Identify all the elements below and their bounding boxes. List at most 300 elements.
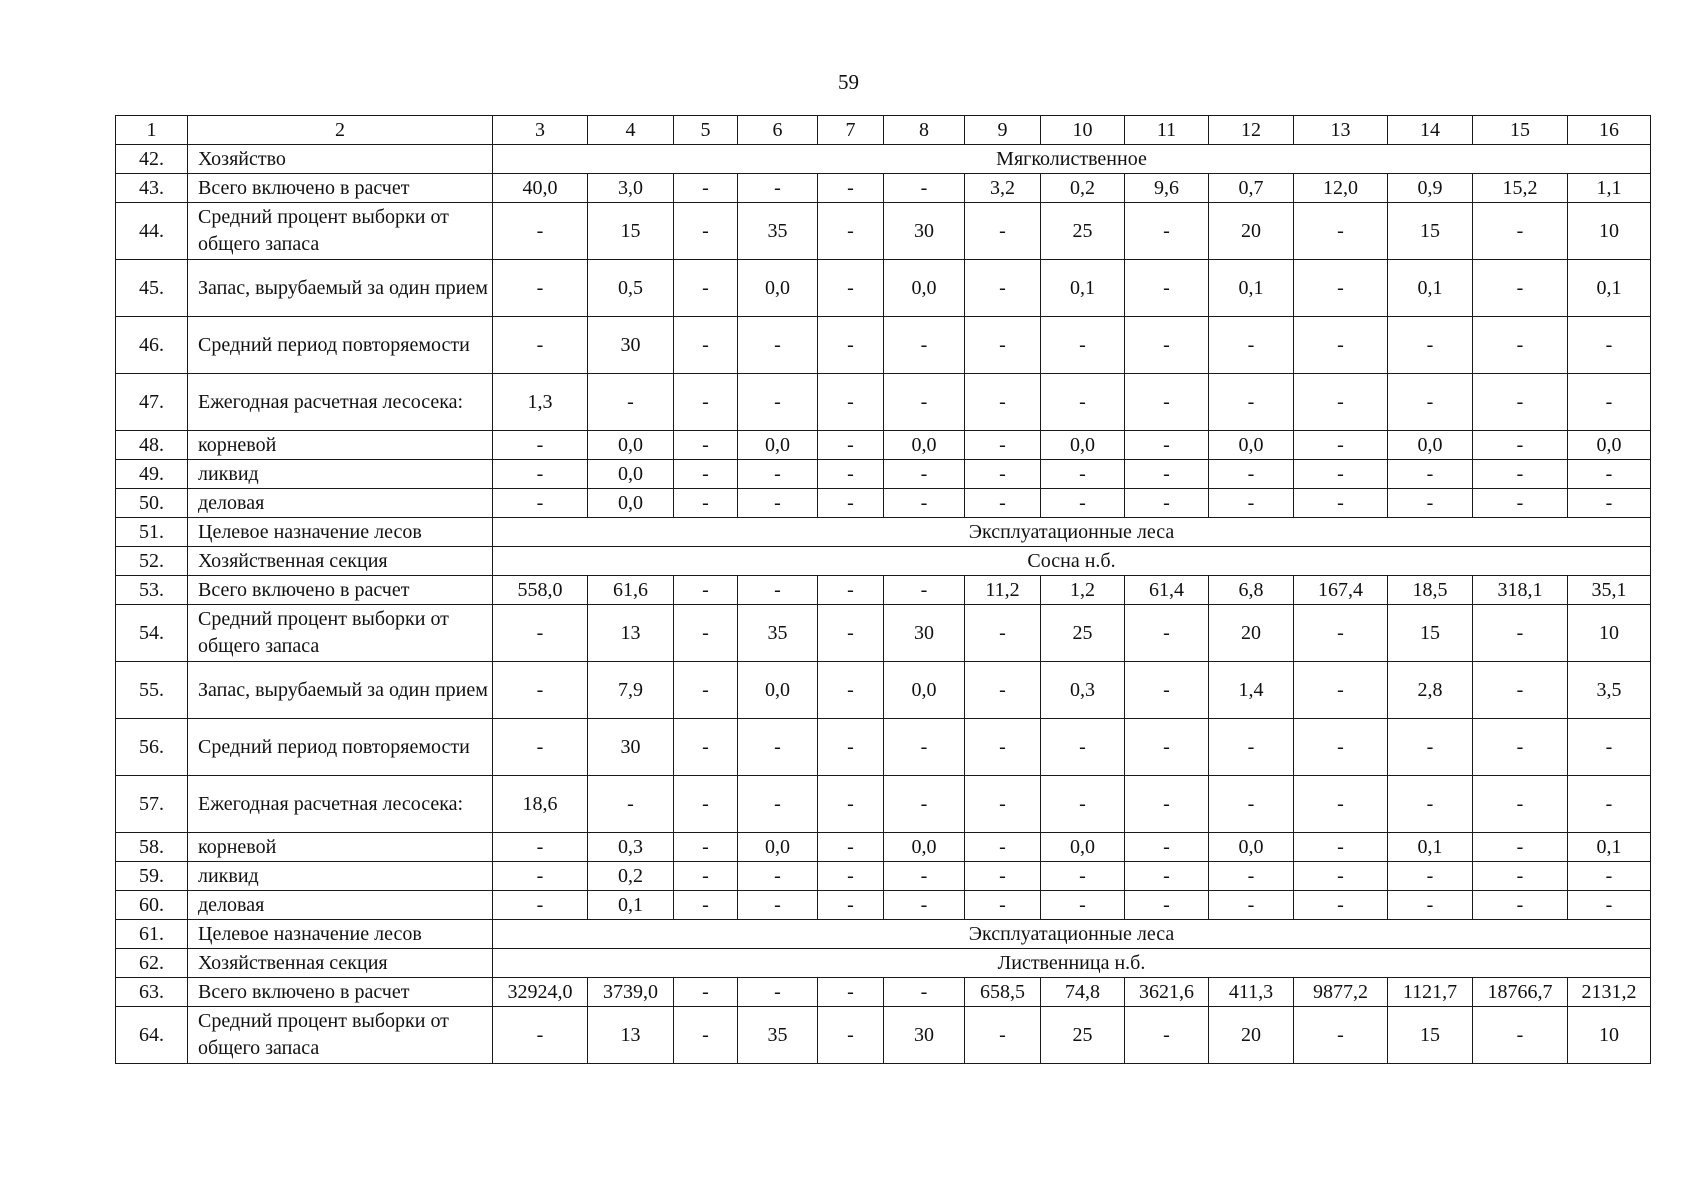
row-label-cell: Средний процент выборки от общего запаса <box>188 605 493 662</box>
value-cell: 0,9 <box>1388 174 1473 203</box>
row-label-cell: Запас, вырубаемый за один прием <box>188 662 493 719</box>
value-cell: - <box>1209 489 1294 518</box>
row-label-cell: Всего включено в расчет <box>188 174 493 203</box>
column-number-cell: 3 <box>493 116 588 145</box>
value-cell: - <box>1125 719 1209 776</box>
value-cell: - <box>818 576 884 605</box>
value-cell: 1,1 <box>1568 174 1651 203</box>
value-cell: - <box>588 776 674 833</box>
value-cell: - <box>738 719 818 776</box>
value-cell: - <box>818 833 884 862</box>
value-cell: - <box>818 978 884 1007</box>
value-cell: - <box>674 489 738 518</box>
row-label-cell: Хозяйственная секция <box>188 949 493 978</box>
value-cell: 0,1 <box>1041 260 1125 317</box>
value-cell: - <box>818 489 884 518</box>
value-cell: - <box>1473 1007 1568 1064</box>
table-row <box>116 260 1651 317</box>
value-cell: 20 <box>1209 203 1294 260</box>
value-cell: 3739,0 <box>588 978 674 1007</box>
value-cell: - <box>493 662 588 719</box>
column-number-cell: 9 <box>965 116 1041 145</box>
row-number-cell: 63. <box>116 978 188 1007</box>
value-cell: 13 <box>588 1007 674 1064</box>
value-cell: 3,5 <box>1568 662 1651 719</box>
value-cell: - <box>1294 833 1388 862</box>
table-row <box>116 833 1651 862</box>
value-cell: - <box>1294 317 1388 374</box>
value-cell: - <box>1473 776 1568 833</box>
value-cell: - <box>1294 203 1388 260</box>
value-cell: - <box>738 489 818 518</box>
value-cell: 61,4 <box>1125 576 1209 605</box>
value-cell: - <box>493 489 588 518</box>
value-cell: 0,1 <box>588 891 674 920</box>
value-cell: - <box>818 1007 884 1064</box>
row-label-cell: Средний процент выборки от общего запаса <box>188 203 493 260</box>
value-cell: 15 <box>1388 1007 1473 1064</box>
column-number-cell: 5 <box>674 116 738 145</box>
value-cell: 0,0 <box>1568 431 1651 460</box>
value-cell: - <box>674 203 738 260</box>
row-label-cell: Хозяйство <box>188 145 493 174</box>
value-cell: 0,0 <box>884 662 965 719</box>
value-cell: - <box>738 776 818 833</box>
table-row <box>116 662 1651 719</box>
value-cell: - <box>674 260 738 317</box>
value-cell: - <box>1473 317 1568 374</box>
value-cell: - <box>1125 260 1209 317</box>
table-row <box>116 949 1651 978</box>
value-cell: - <box>1294 260 1388 317</box>
table-row <box>116 776 1651 833</box>
table-row <box>116 891 1651 920</box>
row-number-cell: 54. <box>116 605 188 662</box>
value-cell: - <box>1294 891 1388 920</box>
value-cell: - <box>1473 203 1568 260</box>
value-cell: - <box>674 891 738 920</box>
section-heading-cell: Мягколиственное <box>493 145 1651 174</box>
value-cell: - <box>738 374 818 431</box>
table-row <box>116 374 1651 431</box>
row-label-cell: корневой <box>188 833 493 862</box>
value-cell: 0,2 <box>1041 174 1125 203</box>
row-number-cell: 57. <box>116 776 188 833</box>
row-number-cell: 52. <box>116 547 188 576</box>
value-cell: 0,0 <box>1041 833 1125 862</box>
value-cell: - <box>818 776 884 833</box>
value-cell: 0,0 <box>588 489 674 518</box>
value-cell: - <box>1125 374 1209 431</box>
value-cell: - <box>674 719 738 776</box>
value-cell: - <box>1125 776 1209 833</box>
row-label-cell: Средний период повторяемости <box>188 719 493 776</box>
value-cell: - <box>1209 776 1294 833</box>
value-cell: 13 <box>588 605 674 662</box>
row-label-cell: Целевое назначение лесов <box>188 920 493 949</box>
value-cell: 15 <box>588 203 674 260</box>
value-cell: - <box>1125 662 1209 719</box>
value-cell: - <box>1388 891 1473 920</box>
value-cell: - <box>674 862 738 891</box>
row-label-cell: Средний процент выборки от общего запаса <box>188 1007 493 1064</box>
value-cell: - <box>884 719 965 776</box>
value-cell: - <box>1473 460 1568 489</box>
value-cell: 411,3 <box>1209 978 1294 1007</box>
value-cell: 0,0 <box>1041 431 1125 460</box>
value-cell: 30 <box>884 605 965 662</box>
value-cell: - <box>1041 719 1125 776</box>
section-heading-cell: Сосна н.б. <box>493 547 1651 576</box>
value-cell: 0,1 <box>1568 260 1651 317</box>
value-cell: - <box>493 862 588 891</box>
value-cell: - <box>1041 489 1125 518</box>
section-heading-cell: Эксплуатационные леса <box>493 920 1651 949</box>
value-cell: - <box>818 203 884 260</box>
value-cell: - <box>674 317 738 374</box>
value-cell: 0,1 <box>1209 260 1294 317</box>
row-number-cell: 44. <box>116 203 188 260</box>
value-cell: - <box>965 317 1041 374</box>
value-cell: - <box>1125 489 1209 518</box>
table-body <box>116 116 1651 1064</box>
column-number-cell: 1 <box>116 116 188 145</box>
value-cell: - <box>738 460 818 489</box>
value-cell: - <box>1294 460 1388 489</box>
value-cell: - <box>1041 317 1125 374</box>
row-number-cell: 43. <box>116 174 188 203</box>
value-cell: 30 <box>588 317 674 374</box>
value-cell: - <box>1294 1007 1388 1064</box>
value-cell: - <box>965 203 1041 260</box>
value-cell: - <box>1125 431 1209 460</box>
value-cell: 0,0 <box>588 460 674 489</box>
row-label-cell: ликвид <box>188 460 493 489</box>
value-cell: - <box>884 776 965 833</box>
value-cell: - <box>1568 317 1651 374</box>
value-cell: - <box>1125 317 1209 374</box>
row-number-cell: 61. <box>116 920 188 949</box>
value-cell: 0,7 <box>1209 174 1294 203</box>
value-cell: - <box>1388 776 1473 833</box>
value-cell: - <box>1388 719 1473 776</box>
value-cell: - <box>1568 460 1651 489</box>
value-cell: 0,0 <box>884 260 965 317</box>
table-row <box>116 920 1651 949</box>
table-row <box>116 719 1651 776</box>
row-label-cell: Средний период повторяемости <box>188 317 493 374</box>
value-cell: - <box>738 978 818 1007</box>
row-number-cell: 48. <box>116 431 188 460</box>
value-cell: - <box>1125 862 1209 891</box>
value-cell: - <box>1209 374 1294 431</box>
value-cell: - <box>1125 203 1209 260</box>
value-cell: - <box>1568 719 1651 776</box>
value-cell: 2131,2 <box>1568 978 1651 1007</box>
value-cell: - <box>884 576 965 605</box>
value-cell: 12,0 <box>1294 174 1388 203</box>
value-cell: - <box>674 374 738 431</box>
row-number-cell: 42. <box>116 145 188 174</box>
row-number-cell: 45. <box>116 260 188 317</box>
value-cell: - <box>884 489 965 518</box>
value-cell: - <box>965 260 1041 317</box>
row-number-cell: 58. <box>116 833 188 862</box>
value-cell: - <box>493 605 588 662</box>
value-cell: - <box>493 203 588 260</box>
value-cell: - <box>493 431 588 460</box>
column-number-cell: 2 <box>188 116 493 145</box>
table-row <box>116 547 1651 576</box>
table-row <box>116 1007 1651 1064</box>
value-cell: - <box>738 317 818 374</box>
value-cell: 0,3 <box>1041 662 1125 719</box>
value-cell: - <box>1388 489 1473 518</box>
value-cell: - <box>1473 833 1568 862</box>
value-cell: - <box>965 862 1041 891</box>
value-cell: - <box>1041 862 1125 891</box>
value-cell: - <box>965 489 1041 518</box>
row-number-cell: 56. <box>116 719 188 776</box>
value-cell: - <box>1209 317 1294 374</box>
value-cell: - <box>493 719 588 776</box>
row-label-cell: деловая <box>188 489 493 518</box>
value-cell: 0,0 <box>588 431 674 460</box>
value-cell: 10 <box>1568 605 1651 662</box>
value-cell: - <box>1568 489 1651 518</box>
value-cell: - <box>1294 776 1388 833</box>
value-cell: - <box>588 374 674 431</box>
value-cell: - <box>1125 833 1209 862</box>
value-cell: 15 <box>1388 203 1473 260</box>
value-cell: - <box>1041 460 1125 489</box>
value-cell: - <box>965 662 1041 719</box>
column-number-cell: 11 <box>1125 116 1209 145</box>
value-cell: - <box>965 891 1041 920</box>
row-label-cell: деловая <box>188 891 493 920</box>
value-cell: 35 <box>738 605 818 662</box>
value-cell: 30 <box>884 203 965 260</box>
value-cell: - <box>493 260 588 317</box>
value-cell: 0,0 <box>738 833 818 862</box>
value-cell: - <box>738 174 818 203</box>
value-cell: - <box>965 776 1041 833</box>
column-number-cell: 6 <box>738 116 818 145</box>
value-cell: - <box>818 891 884 920</box>
column-number-row <box>116 116 1651 145</box>
value-cell: 2,8 <box>1388 662 1473 719</box>
value-cell: 167,4 <box>1294 576 1388 605</box>
value-cell: - <box>674 576 738 605</box>
value-cell: 0,5 <box>588 260 674 317</box>
value-cell: - <box>1473 605 1568 662</box>
value-cell: 558,0 <box>493 576 588 605</box>
column-number-cell: 13 <box>1294 116 1388 145</box>
value-cell: 0,1 <box>1388 260 1473 317</box>
table-row <box>116 431 1651 460</box>
value-cell: - <box>674 1007 738 1064</box>
row-number-cell: 47. <box>116 374 188 431</box>
value-cell: - <box>965 719 1041 776</box>
row-number-cell: 62. <box>116 949 188 978</box>
value-cell: - <box>818 260 884 317</box>
value-cell: 0,0 <box>1209 833 1294 862</box>
value-cell: 1,4 <box>1209 662 1294 719</box>
value-cell: - <box>965 460 1041 489</box>
section-heading-cell: Эксплуатационные леса <box>493 518 1651 547</box>
value-cell: 20 <box>1209 1007 1294 1064</box>
value-cell: - <box>493 891 588 920</box>
value-cell: - <box>674 833 738 862</box>
value-cell: 1121,7 <box>1388 978 1473 1007</box>
value-cell: 18,6 <box>493 776 588 833</box>
value-cell: 0,0 <box>884 833 965 862</box>
value-cell: - <box>1473 374 1568 431</box>
value-cell: - <box>884 174 965 203</box>
value-cell: - <box>1294 605 1388 662</box>
row-number-cell: 53. <box>116 576 188 605</box>
value-cell: - <box>674 605 738 662</box>
value-cell: - <box>674 174 738 203</box>
value-cell: - <box>818 719 884 776</box>
value-cell: - <box>965 833 1041 862</box>
column-number-cell: 12 <box>1209 116 1294 145</box>
column-number-cell: 7 <box>818 116 884 145</box>
value-cell: - <box>1041 891 1125 920</box>
table-row <box>116 174 1651 203</box>
table-row <box>116 518 1651 547</box>
value-cell: 3621,6 <box>1125 978 1209 1007</box>
value-cell: - <box>1209 460 1294 489</box>
value-cell: - <box>674 776 738 833</box>
value-cell: - <box>1473 862 1568 891</box>
value-cell: - <box>1388 460 1473 489</box>
row-label-cell: корневой <box>188 431 493 460</box>
value-cell: - <box>818 662 884 719</box>
value-cell: - <box>738 891 818 920</box>
value-cell: - <box>884 317 965 374</box>
value-cell: - <box>1294 719 1388 776</box>
value-cell: 6,8 <box>1209 576 1294 605</box>
value-cell: - <box>674 431 738 460</box>
value-cell: 0,2 <box>588 862 674 891</box>
value-cell: 1,2 <box>1041 576 1125 605</box>
row-label-cell: Хозяйственная секция <box>188 547 493 576</box>
value-cell: 0,1 <box>1388 833 1473 862</box>
value-cell: - <box>1209 891 1294 920</box>
section-heading-cell: Лиственница н.б. <box>493 949 1651 978</box>
value-cell: - <box>818 460 884 489</box>
column-number-cell: 16 <box>1568 116 1651 145</box>
value-cell: - <box>1388 317 1473 374</box>
value-cell: - <box>1388 374 1473 431</box>
table-row <box>116 489 1651 518</box>
value-cell: - <box>1568 862 1651 891</box>
value-cell: 35 <box>738 1007 818 1064</box>
value-cell: - <box>1388 862 1473 891</box>
forest-table <box>115 115 1651 1064</box>
row-label-cell: ликвид <box>188 862 493 891</box>
value-cell: - <box>493 317 588 374</box>
value-cell: - <box>1125 891 1209 920</box>
value-cell: 25 <box>1041 203 1125 260</box>
value-cell: - <box>1568 374 1651 431</box>
column-number-cell: 10 <box>1041 116 1125 145</box>
value-cell: - <box>1568 891 1651 920</box>
value-cell: - <box>1473 891 1568 920</box>
value-cell: - <box>493 1007 588 1064</box>
value-cell: 74,8 <box>1041 978 1125 1007</box>
value-cell: 32924,0 <box>493 978 588 1007</box>
value-cell: 9877,2 <box>1294 978 1388 1007</box>
row-label-cell: Всего включено в расчет <box>188 576 493 605</box>
value-cell: - <box>818 317 884 374</box>
value-cell: - <box>738 576 818 605</box>
value-cell: - <box>1568 776 1651 833</box>
value-cell: - <box>674 460 738 489</box>
row-number-cell: 64. <box>116 1007 188 1064</box>
value-cell: 25 <box>1041 605 1125 662</box>
value-cell: - <box>1294 862 1388 891</box>
value-cell: - <box>1473 431 1568 460</box>
value-cell: - <box>493 460 588 489</box>
value-cell: 18766,7 <box>1473 978 1568 1007</box>
table-row <box>116 978 1651 1007</box>
value-cell: 10 <box>1568 1007 1651 1064</box>
value-cell: - <box>818 862 884 891</box>
value-cell: - <box>1294 489 1388 518</box>
value-cell: 0,0 <box>738 260 818 317</box>
value-cell: - <box>884 862 965 891</box>
table-row <box>116 203 1651 260</box>
value-cell: 61,6 <box>588 576 674 605</box>
value-cell: 11,2 <box>965 576 1041 605</box>
value-cell: 18,5 <box>1388 576 1473 605</box>
value-cell: 0,1 <box>1568 833 1651 862</box>
value-cell: - <box>674 662 738 719</box>
value-cell: 3,2 <box>965 174 1041 203</box>
value-cell: - <box>493 833 588 862</box>
value-cell: 15,2 <box>1473 174 1568 203</box>
value-cell: 0,0 <box>884 431 965 460</box>
value-cell: - <box>1473 719 1568 776</box>
value-cell: 1,3 <box>493 374 588 431</box>
value-cell: - <box>884 978 965 1007</box>
row-number-cell: 50. <box>116 489 188 518</box>
column-number-cell: 4 <box>588 116 674 145</box>
value-cell: - <box>1473 260 1568 317</box>
value-cell: - <box>884 891 965 920</box>
value-cell: 10 <box>1568 203 1651 260</box>
value-cell: 7,9 <box>588 662 674 719</box>
value-cell: - <box>1125 605 1209 662</box>
column-number-cell: 8 <box>884 116 965 145</box>
row-label-cell: Всего включено в расчет <box>188 978 493 1007</box>
value-cell: 0,0 <box>738 662 818 719</box>
value-cell: - <box>1125 1007 1209 1064</box>
value-cell: - <box>965 374 1041 431</box>
value-cell: - <box>965 1007 1041 1064</box>
value-cell: 35 <box>738 203 818 260</box>
value-cell: - <box>884 460 965 489</box>
value-cell: - <box>965 605 1041 662</box>
value-cell: - <box>1294 374 1388 431</box>
row-number-cell: 49. <box>116 460 188 489</box>
value-cell: - <box>1294 431 1388 460</box>
table-row <box>116 605 1651 662</box>
value-cell: - <box>818 431 884 460</box>
value-cell: - <box>1473 662 1568 719</box>
